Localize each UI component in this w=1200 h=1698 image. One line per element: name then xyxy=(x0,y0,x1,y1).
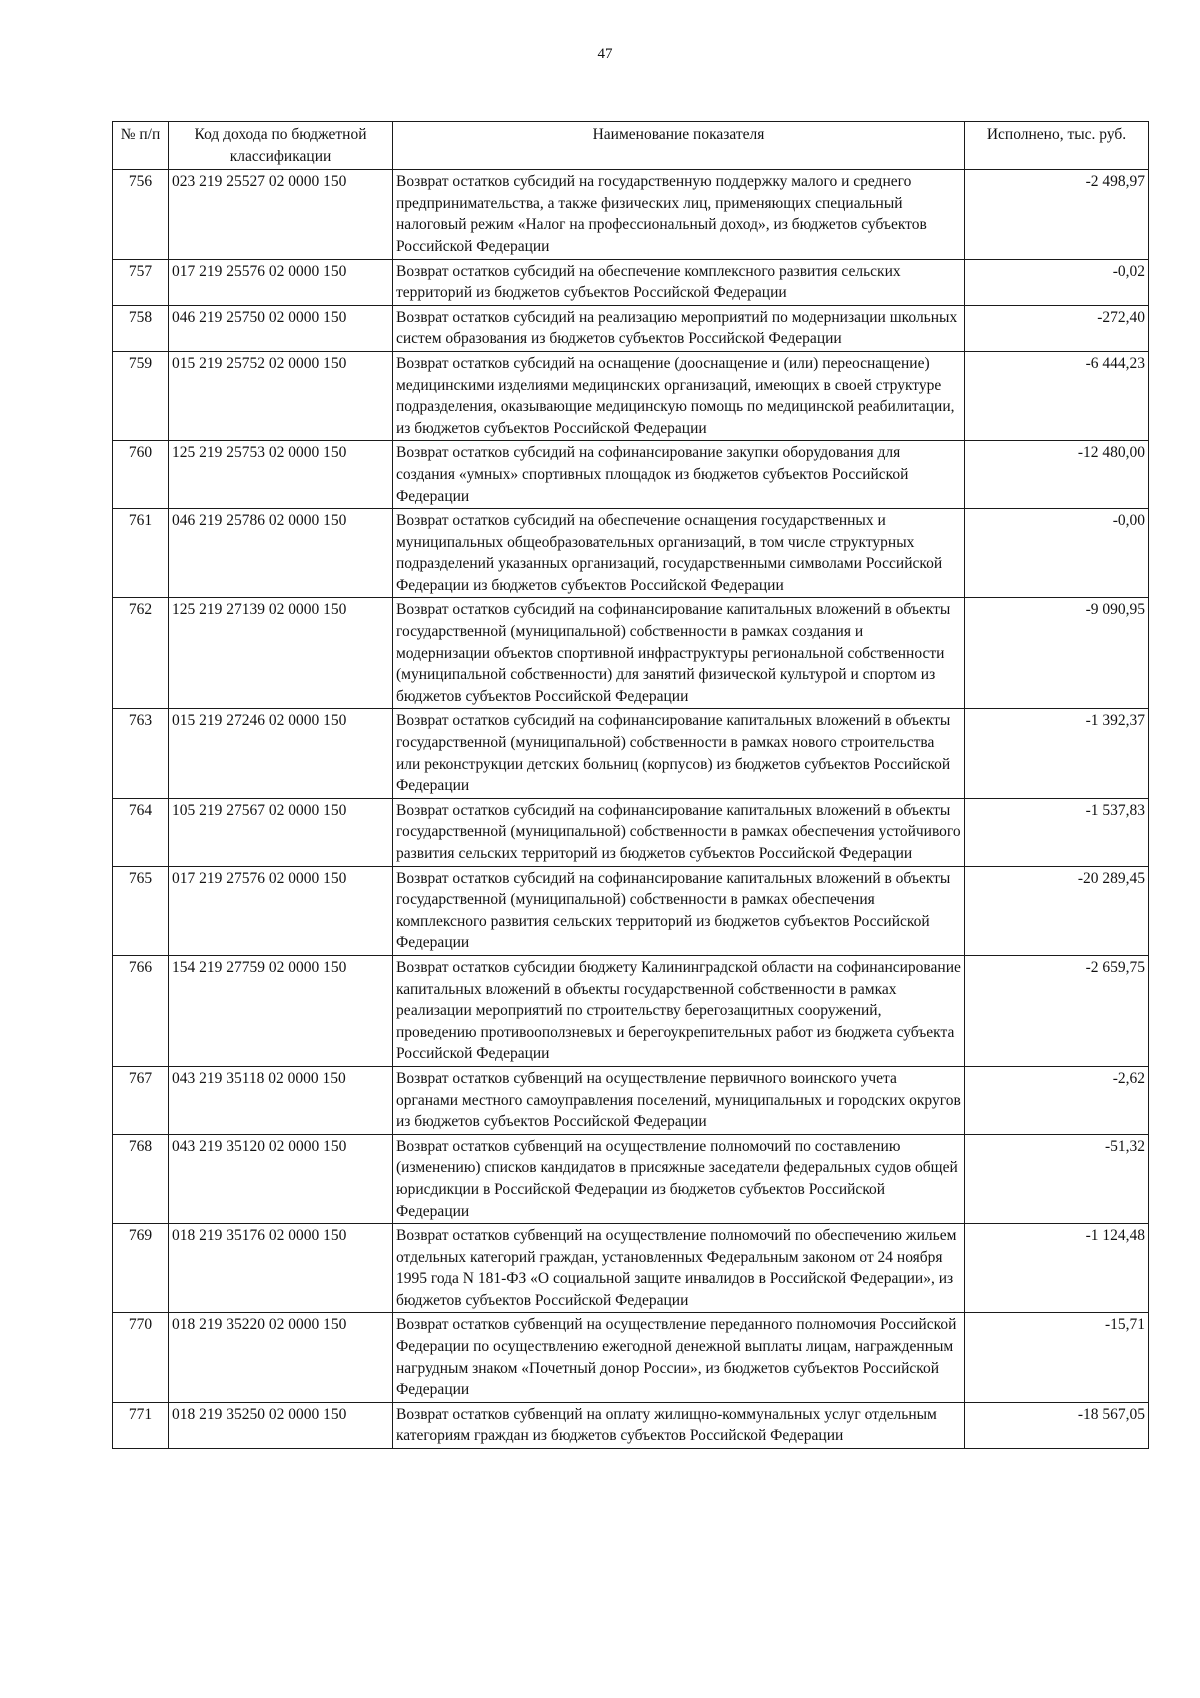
executed-amount: -1 537,83 xyxy=(965,798,1149,866)
table-row xyxy=(113,509,1149,598)
table-row xyxy=(113,1134,1149,1223)
row-number: 756 xyxy=(113,170,169,259)
table-row xyxy=(113,709,1149,798)
executed-amount: -15,71 xyxy=(965,1313,1149,1402)
income-code: 018 219 35220 02 0000 150 xyxy=(169,1313,393,1402)
header-executed-amount: Исполнено, тыс. руб. xyxy=(965,122,1149,170)
income-code: 017 219 27576 02 0000 150 xyxy=(169,866,393,955)
table-row xyxy=(113,798,1149,866)
income-code: 018 219 35250 02 0000 150 xyxy=(169,1402,393,1448)
executed-amount: -12 480,00 xyxy=(965,441,1149,509)
table-row xyxy=(113,598,1149,709)
executed-amount: -51,32 xyxy=(965,1134,1149,1223)
income-code: 015 219 27246 02 0000 150 xyxy=(169,709,393,798)
header-row-number: № п/п xyxy=(113,122,169,170)
table-row xyxy=(113,1066,1149,1134)
income-code: 023 219 25527 02 0000 150 xyxy=(169,170,393,259)
executed-amount: -2,62 xyxy=(965,1066,1149,1134)
budget-table xyxy=(112,121,1149,1449)
row-number: 757 xyxy=(113,259,169,305)
row-number: 762 xyxy=(113,598,169,709)
table-row xyxy=(113,351,1149,440)
table-row xyxy=(113,259,1149,305)
header-indicator-name: Наименование показателя xyxy=(393,122,965,170)
income-code: 105 219 27567 02 0000 150 xyxy=(169,798,393,866)
indicator-name: Возврат остатков субвенций на осуществление полномочий по обеспечению жильем отдельных категорий граждан, установленных Федеральным законом от 24 ноября 1995 года N 181-ФЗ «О социальной защите инвалидов в Российской Федерации», из бюджетов субъектов Российской Федерации xyxy=(393,1224,965,1313)
income-code: 125 219 27139 02 0000 150 xyxy=(169,598,393,709)
table-row xyxy=(113,170,1149,259)
table-row xyxy=(113,1224,1149,1313)
table-row xyxy=(113,441,1149,509)
row-number: 769 xyxy=(113,1224,169,1313)
indicator-name: Возврат остатков субсидии бюджету Калининградской области на софинансирование капитальных вложений в объекты государственной собственности в рамках реализации мероприятий по строительству берегозащитных сооружений, проведению противооползневых и берегоукрепительных работ из бюджета субъекта Российской Федерации xyxy=(393,955,965,1066)
indicator-name: Возврат остатков субвенций на осуществление первичного воинского учета органами местного самоуправления поселений, муниципальных и городских округов из бюджетов субъектов Российской Федерации xyxy=(393,1066,965,1134)
executed-amount: -0,02 xyxy=(965,259,1149,305)
income-code: 046 219 25750 02 0000 150 xyxy=(169,305,393,351)
row-number: 765 xyxy=(113,866,169,955)
executed-amount: -9 090,95 xyxy=(965,598,1149,709)
income-code: 154 219 27759 02 0000 150 xyxy=(169,955,393,1066)
executed-amount: -6 444,23 xyxy=(965,351,1149,440)
indicator-name: Возврат остатков субвенций на осуществление переданного полномочия Российской Федерации по осуществлению ежегодной денежной выплаты лицам, награжденным нагрудным знаком «Почетный донор России», из бюджетов субъектов Российской Федерации xyxy=(393,1313,965,1402)
table-row xyxy=(113,866,1149,955)
income-code: 018 219 35176 02 0000 150 xyxy=(169,1224,393,1313)
indicator-name: Возврат остатков субсидий на софинансирование капитальных вложений в объекты государственной (муниципальной) собственности в рамках обеспечения комплексного развития сельских территорий из бюджетов субъектов Российской Федерации xyxy=(393,866,965,955)
executed-amount: -0,00 xyxy=(965,509,1149,598)
income-code: 015 219 25752 02 0000 150 xyxy=(169,351,393,440)
executed-amount: -20 289,45 xyxy=(965,866,1149,955)
income-code: 046 219 25786 02 0000 150 xyxy=(169,509,393,598)
indicator-name: Возврат остатков субсидий на оснащение (дооснащение и (или) переоснащение) медицинскими изделиями медицинских организаций, имеющих в своей структуре подразделения, оказывающие медицинскую помощь по медицинской реабилитации, из бюджетов субъектов Российской Федерации xyxy=(393,351,965,440)
executed-amount: -1 124,48 xyxy=(965,1224,1149,1313)
row-number: 758 xyxy=(113,305,169,351)
table-header-row xyxy=(113,122,1149,170)
table-row xyxy=(113,955,1149,1066)
indicator-name: Возврат остатков субсидий на софинансирование капитальных вложений в объекты государственной (муниципальной) собственности в рамках обеспечения устойчивого развития сельских территорий из бюджетов субъектов Российской Федерации xyxy=(393,798,965,866)
row-number: 770 xyxy=(113,1313,169,1402)
indicator-name: Возврат остатков субсидий на государственную поддержку малого и среднего предпринимательства, а также физических лиц, применяющих специальный налоговый режим «Налог на профессиональный доход», из бюджетов субъектов Российской Федерации xyxy=(393,170,965,259)
executed-amount: -2 659,75 xyxy=(965,955,1149,1066)
page-number: 47 xyxy=(597,46,613,62)
income-code: 125 219 25753 02 0000 150 xyxy=(169,441,393,509)
indicator-name: Возврат остатков субвенций на оплату жилищно-коммунальных услуг отдельным категориям граждан из бюджетов субъектов Российской Федерации xyxy=(393,1402,965,1448)
executed-amount: -1 392,37 xyxy=(965,709,1149,798)
income-code: 017 219 25576 02 0000 150 xyxy=(169,259,393,305)
row-number: 759 xyxy=(113,351,169,440)
row-number: 768 xyxy=(113,1134,169,1223)
indicator-name: Возврат остатков субсидий на софинансирование закупки оборудования для создания «умных» спортивных площадок из бюджетов субъектов Российской Федерации xyxy=(393,441,965,509)
indicator-name: Возврат остатков субвенций на осуществление полномочий по составлению (изменению) списков кандидатов в присяжные заседатели федеральных судов общей юрисдикции в Российской Федерации из бюджетов субъектов Российской Федерации xyxy=(393,1134,965,1223)
table-row xyxy=(113,1402,1149,1448)
income-code: 043 219 35118 02 0000 150 xyxy=(169,1066,393,1134)
indicator-name: Возврат остатков субсидий на реализацию мероприятий по модернизации школьных систем образования из бюджетов субъектов Российской Федерации xyxy=(393,305,965,351)
indicator-name: Возврат остатков субсидий на обеспечение комплексного развития сельских территорий из бюджетов субъектов Российской Федерации xyxy=(393,259,965,305)
row-number: 771 xyxy=(113,1402,169,1448)
row-number: 761 xyxy=(113,509,169,598)
row-number: 760 xyxy=(113,441,169,509)
row-number: 763 xyxy=(113,709,169,798)
table-row xyxy=(113,305,1149,351)
indicator-name: Возврат остатков субсидий на софинансирование капитальных вложений в объекты государственной (муниципальной) собственности в рамках нового строительства или реконструкции детских больниц (корпусов) из бюджетов субъектов Российской Федерации xyxy=(393,709,965,798)
executed-amount: -18 567,05 xyxy=(965,1402,1149,1448)
income-code: 043 219 35120 02 0000 150 xyxy=(169,1134,393,1223)
row-number: 766 xyxy=(113,955,169,1066)
indicator-name: Возврат остатков субсидий на обеспечение оснащения государственных и муниципальных общеобразовательных организаций, в том числе структурных подразделений указанных организаций, государственными символами Российской Федерации из бюджетов субъектов Российской Федерации xyxy=(393,509,965,598)
executed-amount: -272,40 xyxy=(965,305,1149,351)
indicator-name: Возврат остатков субсидий на софинансирование капитальных вложений в объекты государственной (муниципальной) собственности в рамках создания и модернизации объектов спортивной инфраструктуры региональной собственности (муниципальной собственности) для занятий физической культурой и спортом из бюджетов субъектов Российской Федерации xyxy=(393,598,965,709)
header-income-code: Код дохода по бюджетной классификации xyxy=(169,122,393,170)
row-number: 764 xyxy=(113,798,169,866)
executed-amount: -2 498,97 xyxy=(965,170,1149,259)
row-number: 767 xyxy=(113,1066,169,1134)
table-row xyxy=(113,1313,1149,1402)
